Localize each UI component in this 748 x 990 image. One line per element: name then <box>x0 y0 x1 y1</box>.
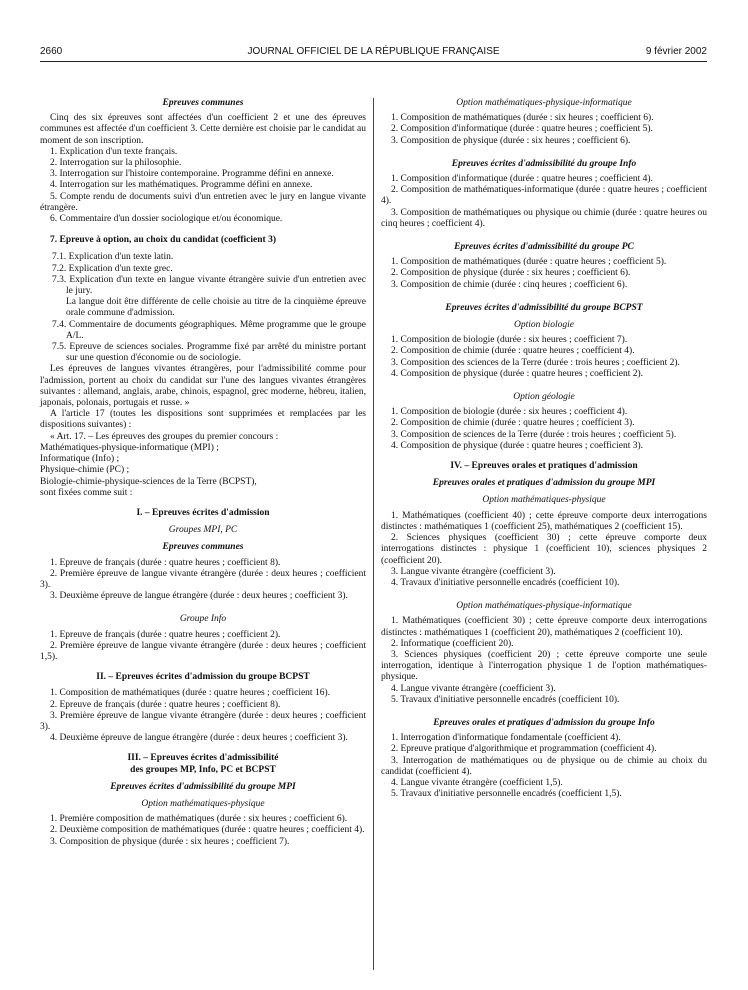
list-item: 1. Composition de mathématiques (durée : six heures ; coefficient 6). <box>391 113 654 124</box>
list-item: 6. Commentaire d'un dossier sociologique et/ou économique. <box>50 214 283 225</box>
sub-heading: Epreuves écrites d'admissibilité du groupe MPI <box>110 781 296 792</box>
header-rule <box>40 61 707 62</box>
list-item: 4. Langue vivante étrangère (coefficient 1,5). <box>391 777 563 788</box>
column-divider <box>373 98 374 970</box>
list-item: 7.1. Explication d'un texte latin. <box>52 252 174 263</box>
list-item: 2. Deuxième composition de mathématiques (durée : quatre heures ; coefficient 4). <box>50 825 365 836</box>
list-item: 1. Mathématiques (coefficient 30) ; cette épreuve comporte deux interrogations distinctes : mathématiques 1 (coefficient 20), mathématiques 2 (coefficient 10). <box>381 616 707 638</box>
page-header <box>40 46 707 60</box>
list-item: 3. Deuxième épreuve de langue étrangère (durée : deux heures ; coefficient 3). <box>50 591 348 602</box>
list-item: 4. Travaux d'initiative personnelle encadrés (coefficient 10). <box>391 577 620 588</box>
section-heading: II. – Epreuves écrites d'admission du groupe BCPST <box>96 672 310 683</box>
paragraph: Cinq des six épreuves sont affectées d'un coefficient 2 et une des épreuves communes est affectée d'un coefficient 3. Cette dernière est choisie par le candidat au moment de son inscription. <box>40 113 366 146</box>
list-item: 1. Composition de biologie (durée : six heures ; coefficient 4). <box>391 407 628 418</box>
list-item: Biologie-chimie-physique-sciences de la Terre (BCPST), <box>40 476 257 487</box>
list-item: 2. Composition de mathématiques-informatique (durée : quatre heures ; coefficient 4). <box>381 185 707 207</box>
sub-heading: Epreuves écrites d'admissibilité du groupe PC <box>454 242 634 253</box>
paragraph: « Art. 17. – Les épreuves des groupes du premier concours : <box>50 431 279 442</box>
list-item: 1. Première composition de mathématiques (durée : six heures ; coefficient 6). <box>50 814 348 825</box>
list-item: 2. Composition de chimie (durée : quatre heures ; coefficient 4). <box>391 346 635 357</box>
section-heading: I. – Epreuves écrites d'admission <box>136 507 270 518</box>
list-item: sont fixées comme suit : <box>40 487 133 498</box>
list-item: 1. Composition de mathématiques (durée : quatre heures ; coefficient 5). <box>391 257 667 268</box>
list-item: 3. Première épreuve de langue vivante étrangère (durée : deux heures ; coefficient 3). <box>40 710 366 732</box>
list-item: 2. Première épreuve de langue vivante étrangère (durée : deux heures ; coefficient 1,5). <box>40 640 366 662</box>
sub-heading: Option mathématiques-physique-informatique <box>456 601 632 612</box>
list-item: Mathématiques-physique-informatique (MPI) ; <box>40 442 219 453</box>
list-item: 3. Composition de physique (durée : six heures ; coefficient 6). <box>391 135 631 146</box>
list-item: 7.4. Commentaire de documents géographiques. Même programme que le groupe A/L. <box>52 319 366 341</box>
list-item: 4. Langue vivante étrangère (coefficient 3). <box>391 683 556 694</box>
issue-date: 9 février 2002 <box>645 46 707 57</box>
list-item: 1. Epreuve de français (durée : quatre heures ; coefficient 2). <box>50 629 281 640</box>
list-item: 4. Composition de physique (durée : quatre heures ; coefficient 2). <box>391 368 644 379</box>
list-item: Physique-chimie (PC) ; <box>40 465 130 476</box>
list-item: 1. Explication d'un texte français. <box>50 146 178 157</box>
sub-heading: Option mathématiques-physique <box>482 495 606 506</box>
section-heading: Epreuves communes <box>162 98 244 108</box>
section-heading: des groupes MP, Info, PC et BCPST <box>130 764 276 775</box>
list-item: 3. Composition de sciences de la Terre (durée : trois heures ; coefficient 5). <box>391 429 677 440</box>
section-heading: III. – Epreuves écrites d'admissibilité <box>127 753 279 764</box>
journal-title: JOURNAL OFFICIEL DE LA RÉPUBLIQUE FRANÇAISE <box>247 46 500 57</box>
list-item: 2. Epreuve de français (durée : quatre heures ; coefficient 8). <box>50 699 281 710</box>
list-item: 5. Compte rendu de documents suivi d'un entretien avec le jury en langue vivante étrangère. <box>40 191 366 213</box>
list-item: 2. Composition de chimie (durée : quatre heures ; coefficient 3). <box>391 418 635 429</box>
sub-heading: Epreuves écrites d'admissibilité du groupe Info <box>451 158 637 169</box>
right-column <box>381 98 707 800</box>
list-item: 1. Mathématiques (coefficient 40) ; cette épreuve comporte deux interrogations distinctes : mathématiques 1 (coefficient 25), mathématiques 2 (coefficient 15). <box>381 510 707 532</box>
sub-heading: Option mathématiques-physique-informatique <box>456 98 632 108</box>
list-item: 1. Composition d'informatique (durée : quatre heures ; coefficient 4). <box>391 174 653 185</box>
paragraph: Les épreuves de langues vivantes étrangères, pour l'admissibilité comme pour l'admission, portent au choix du candidat sur l'une des langues vivantes étrangères suivantes : allemand, anglais, arabe, chinois, espagnol, grec moderne, hébreu, italien, japonais, polonais, portugais et russe. » <box>40 364 366 409</box>
list-item: 1. Composition de mathématiques (durée : quatre heures ; coefficient 16). <box>50 688 330 699</box>
list-item: 3. Sciences physiques (coefficient 20) ; cette épreuve comporte une seule interrogation, identique à l'interrogation physique 1 de l'option mathématiques-physique. <box>381 649 707 683</box>
list-item: 7.5. Epreuve de sciences sociales. Programme fixé par arrêté du ministre portant sur une question d'économie ou de sociologie. <box>52 342 366 364</box>
sub-heading: Option biologie <box>514 320 574 331</box>
list-item: 3. Composition de physique (durée : six heures ; coefficient 7). <box>50 836 290 847</box>
page-number: 2660 <box>40 46 63 57</box>
list-item: 4. Composition de physique (durée : quatre heures ; coefficient 3). <box>391 440 644 451</box>
list-item: 2. Sciences physiques (coefficient 30) ; cette épreuve comporte deux interrogations distinctes : physique 1 (coefficient 10), sciences physiques 2 (coefficient 20). <box>381 533 707 566</box>
list-item: 2. Interrogation sur la philosophie. <box>50 158 182 169</box>
list-item: 3. Composition des sciences de la Terre (durée : trois heures ; coefficient 2). <box>391 357 680 368</box>
list-item: 3. Composition de mathématiques ou physique ou chimie (durée : quatre heures ou cinq heures ; coefficient 4). <box>381 207 707 229</box>
list-item: 5. Travaux d'initiative personnelle encadrés (coefficient 1,5). <box>391 789 622 800</box>
left-column <box>40 98 366 848</box>
sub-heading: Option mathématiques-physique <box>141 798 265 809</box>
sub-heading: Epreuves communes <box>162 542 244 553</box>
list-item: 3. Interrogation de mathématiques ou de physique ou de chimie au choix du candidat (coefficient 4). <box>381 755 707 777</box>
list-item: 4. Interrogation sur les mathématiques. Programme défini en annexe. <box>50 180 313 191</box>
list-item: 3. Interrogation sur l'histoire contemporaine. Programme défini en annexe. <box>50 169 334 180</box>
sub-heading: Option géologie <box>513 392 575 403</box>
list-item: 3. Langue vivante étrangère (coefficient 3). <box>391 566 556 577</box>
sub-heading: Groupe Info <box>179 614 227 625</box>
list-item: 2. Composition de physique (durée : six heures ; coefficient 6). <box>391 268 631 279</box>
section-heading: 7. Epreuve à option, au choix du candidat (coefficient 3) <box>50 235 276 246</box>
list-item-note: La langue doit être différente de celle choisie au titre de la cinquième épreuve orale commune d'admission. <box>66 297 366 319</box>
list-item: 2. Composition d'informatique (durée : quatre heures ; coefficient 5). <box>391 124 653 135</box>
list-item: 1. Composition de biologie (durée : six heures ; coefficient 7). <box>391 335 628 346</box>
paragraph: A l'article 17 (toutes les dispositions sont supprimées et remplacées par les dispositions suivantes) : <box>40 409 366 431</box>
list-item: Informatique (Info) ; <box>40 454 120 465</box>
list-item: 1. Epreuve de français (durée : quatre heures ; coefficient 8). <box>50 557 281 568</box>
list-item: 2. Epreuve pratique d'algorithmique et programmation (coefficient 4). <box>391 744 657 755</box>
sub-heading: Epreuves orales et pratiques d'admission du groupe Info <box>433 717 655 728</box>
section-heading: IV. – Epreuves orales et pratiques d'admission <box>450 461 638 472</box>
sub-heading: Groupes MPI, PC <box>168 525 238 536</box>
list-item: 7.2. Explication d'un texte grec. <box>52 263 173 274</box>
list-item: 5. Travaux d'initiative personnelle encadrés (coefficient 10). <box>391 694 620 705</box>
list-item: 2. Informatique (coefficient 20). <box>391 638 514 649</box>
list-item: 1. Interrogation d'informatique fondamentale (coefficient 4). <box>391 733 621 744</box>
sub-heading: Epreuves écrites d'admissibilité du groupe BCPST <box>445 302 643 313</box>
list-item: 4. Deuxième épreuve de langue étrangère (durée : deux heures ; coefficient 3). <box>50 733 348 744</box>
list-item: 2. Première épreuve de langue vivante étrangère (durée : deux heures ; coefficient 3). <box>40 568 366 590</box>
sub-heading: Epreuves orales et pratiques d'admission du groupe MPI <box>432 478 656 489</box>
list-item: 7.3. Explication d'un texte en langue vivante étrangère suivie d'un entretien avec le jury. <box>52 274 366 297</box>
list-item: 3. Composition de chimie (durée : cinq heures ; coefficient 6). <box>391 279 628 290</box>
